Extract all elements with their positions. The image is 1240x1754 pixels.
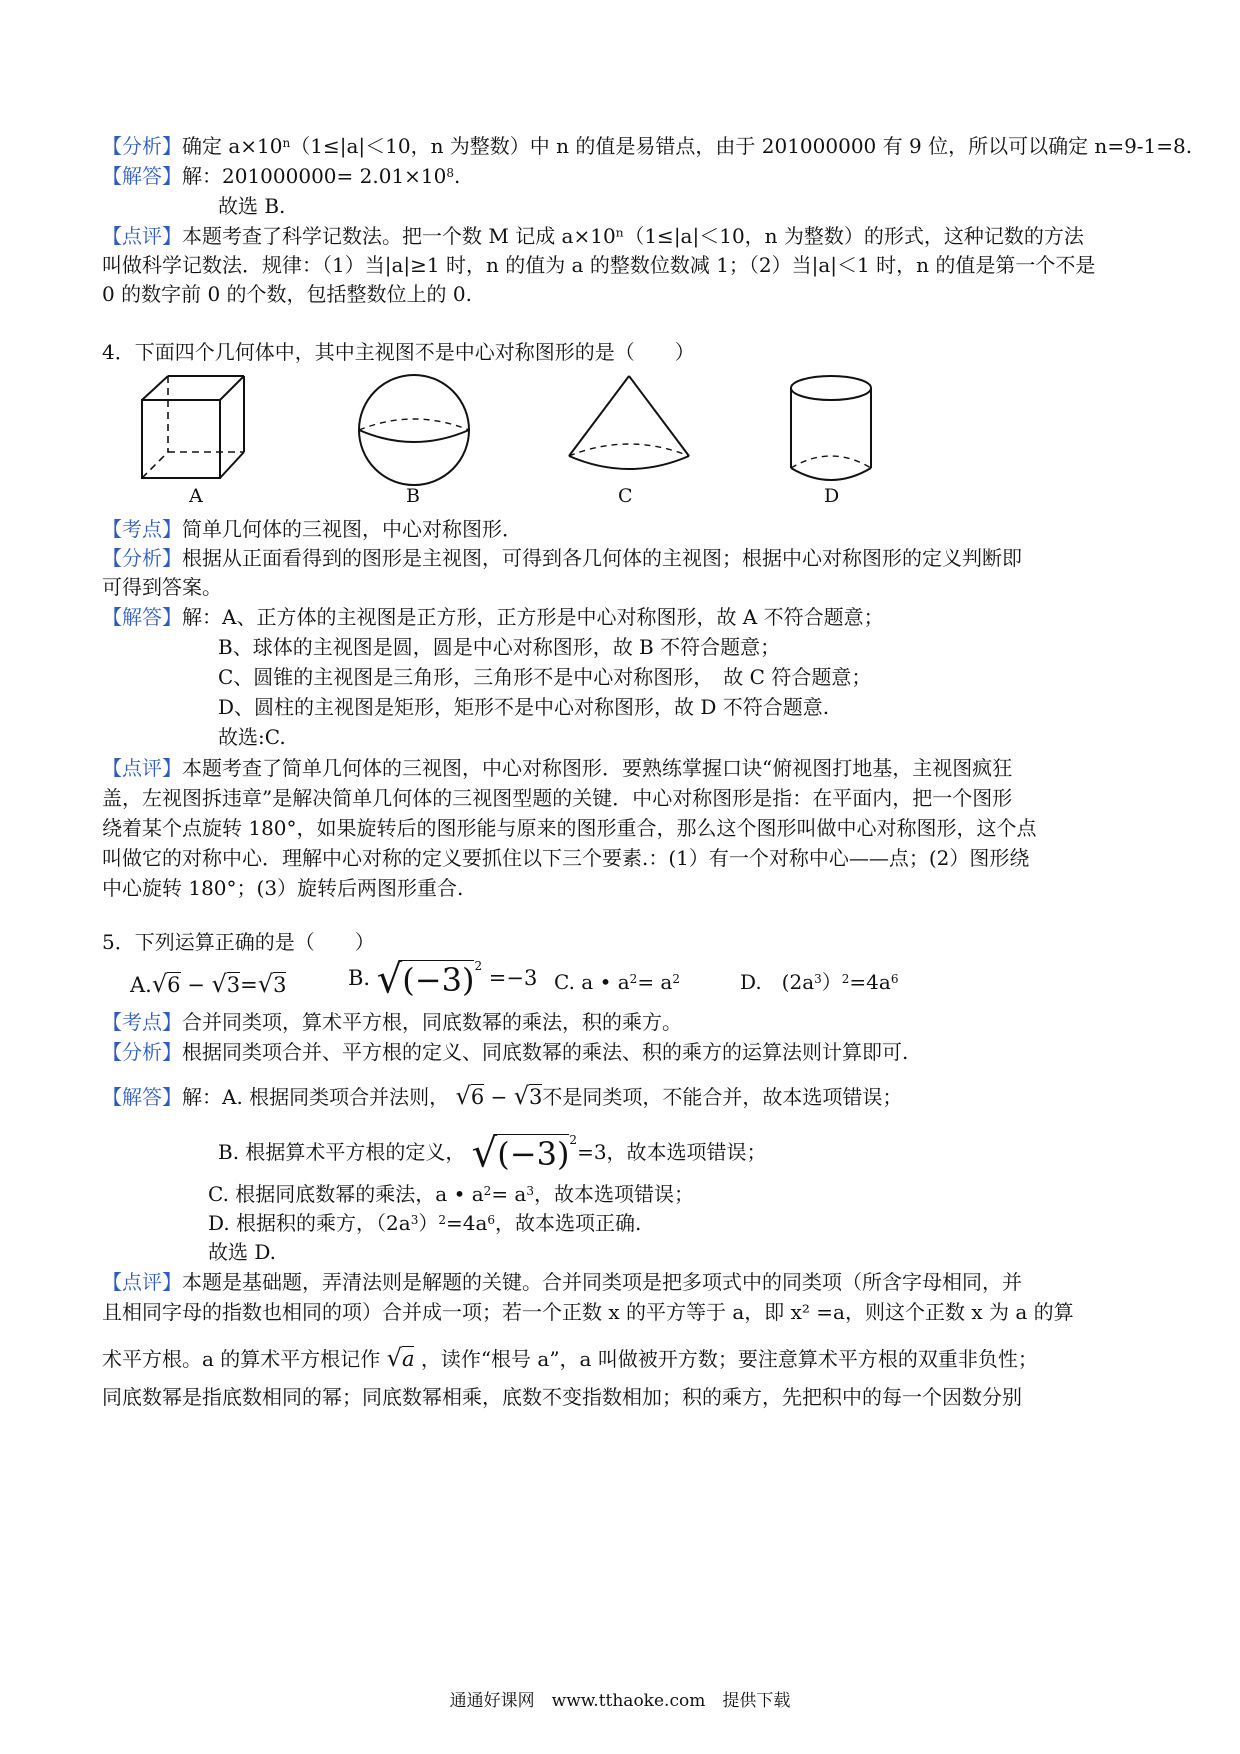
q5-review-line-3: 术平方根。a 的算术平方根记作 √a ，读作“根号 a”，a 叫做被开方数；要注意算术平方根的双重非负性； [102, 1344, 1038, 1372]
figure-label-d: D [824, 485, 840, 507]
q5-answer-line-c: C. 根据同底数幂的乘法，a • $a^2= a^3$，故本选项错误； [208, 1182, 694, 1206]
q5-option-c: C. a • $a^2= a^2$ [554, 970, 680, 994]
analysis-tag: 【分析】 [102, 1040, 182, 1064]
q3-review-line-3: 0 的数字前 0 的个数，包括整数位上的 0. [102, 282, 472, 306]
figure-label-c: C [618, 485, 633, 507]
q5-answer-choice: 故选 D. [208, 1240, 277, 1264]
q5-option-a: A.√6 − √3=√3 [130, 970, 287, 998]
q3-answer-line: 【解答】解：$201000000= 2.01\times 10^8$. [102, 164, 461, 188]
figure-label-b: B [406, 485, 420, 507]
q5-analysis-line: 【分析】根据同类项合并、平方根的定义、同底数幂的乘法、积的乘方的运算法则计算即可. [102, 1040, 909, 1064]
q4-answer-choice: 故选:C. [218, 725, 286, 749]
q4-review-line-5: 中心旋转 180°；(3）旋转后两图形重合. [102, 876, 464, 900]
cube-figure [138, 372, 248, 484]
review-tag: 【点评】 [102, 1270, 182, 1294]
q5-review-line-2: 且相同字母的指数也相同的项）合并成一项；若一个正数 x 的平方等于 a，即 x² =a，则这个正数 x 为 a 的算 [102, 1300, 1074, 1324]
q3-analysis-line: 【分析】确定 $a\times 10^n(1\le|a|<10$，n 为整数）中 n 的值是易错点，由于 201000000 有 9 位，所以可以确定 n=9-1=8. [102, 134, 1193, 158]
q5-option-b: B. $√(-3)^2 =-3$ [348, 956, 538, 1003]
cone-figure [566, 372, 692, 484]
q5-review-line-1: 【点评】本题是基础题，弄清法则是解题的关键。合并同类项是把多项式中的同类项（所含字母相同，并 [102, 1270, 1022, 1294]
q4-analysis-line-2: 可得到答案。 [102, 575, 222, 599]
q5-answer-line-b: B. 根据算术平方根的定义， $√(-3)^2=3$，故本选项错误； [218, 1130, 767, 1177]
figure-label-a: A [189, 485, 203, 507]
q5-option-d: D. $(2a^3)^2=4a^6$ [740, 970, 899, 994]
q4-kaodian-line: 【考点】简单几何体的三视图，中心对称图形． [102, 517, 522, 541]
q4-review-line-2: 盖，左视图拆违章”是解决简单几何体的三视图型题的关键．中心对称图形是指：在平面内，把一个图形 [102, 786, 1013, 810]
q4-review-line-3: 绕着某个点旋转 180°，如果旋转后的图形能与原来的图形重合，那么这个图形叫做中心对称图形，这个点 [102, 816, 1037, 840]
q4-answer-line-3: C、圆锥的主视图是三角形，三角形不是中心对称图形， 故 C 符合题意； [218, 665, 872, 689]
answer-tag: 【解答】 [102, 164, 182, 188]
q4-question: 4．下面四个几何体中，其中主视图不是中心对称图形的是（ ） [102, 340, 695, 364]
answer-tag: 【解答】 [102, 1085, 182, 1109]
analysis-tag: 【分析】 [102, 546, 182, 570]
q5-answer-line-a: 【解答】解：A. 根据同类项合并法则， √6 − √3不是同类项，不能合并，故本选项错误； [102, 1082, 903, 1110]
q5-answer-line-d: D. 根据积的乘方，$(2a^3)^2=4a^6$，故本选项正确. [208, 1211, 642, 1235]
q3-review-line-2: 叫做科学记数法．规律：（1）当|a|≥1 时，n 的值为 a 的整数位数减 1；（2）当|a|＜1 时，n 的值是第一个不是 [102, 253, 1096, 277]
kaodian-tag: 【考点】 [102, 1010, 182, 1034]
q5-question: 5．下列运算正确的是（ ） [102, 930, 375, 954]
q3-answer-choice: 故选 B. [218, 194, 286, 218]
answer-tag: 【解答】 [102, 605, 182, 629]
q4-answer-line-2: B、球体的主视图是圆，圆是中心对称图形，故 B 不符合题意； [218, 635, 781, 659]
q4-review-line-1: 【点评】本题考查了简单几何体的三视图，中心对称图形．要熟练掌握口诀“俯视图打地基，主视图疯狂 [102, 756, 1013, 780]
analysis-tag: 【分析】 [102, 134, 182, 158]
q4-analysis-line-1: 【分析】根据从正面看得到的图形是主视图，可得到各几何体的主视图；根据中心对称图形的定义判断即 [102, 546, 1022, 570]
review-tag: 【点评】 [102, 756, 182, 780]
kaodian-tag: 【考点】 [102, 517, 182, 541]
q5-kaodian-line: 【考点】合并同类项，算术平方根，同底数幂的乘法，积的乘方。 [102, 1010, 682, 1034]
q4-answer-line-4: D、圆柱的主视图是矩形，矩形不是中心对称图形，故 D 不符合题意. [218, 695, 830, 719]
page-footer: 通通好课网 www.tthaoke.com 提供下载 [449, 1691, 791, 1711]
sphere-figure [354, 372, 474, 488]
review-tag: 【点评】 [102, 224, 182, 248]
q3-review-line-1: 【点评】本题考查了科学记数法。把一个数 M 记成 a×10ⁿ（1≤|a|＜10，n 为整数）的形式，这种记数的方法 [102, 224, 1084, 248]
q5-review-line-4: 同底数幂是指底数相同的幂；同底数幂相乘，底数不变指数相加；积的乘方，先把积中的每一个因数分别 [102, 1385, 1022, 1409]
q4-review-line-4: 叫做它的对称中心．理解中心对称的定义要抓住以下三个要素.：(1）有一个对称中心——点；(2）图形绕 [102, 846, 1030, 870]
q4-answer-line-1: 【解答】解：A、正方体的主视图是正方形，正方形是中心对称图形，故 A 不符合题意； [102, 605, 884, 629]
cylinder-figure [786, 372, 876, 488]
